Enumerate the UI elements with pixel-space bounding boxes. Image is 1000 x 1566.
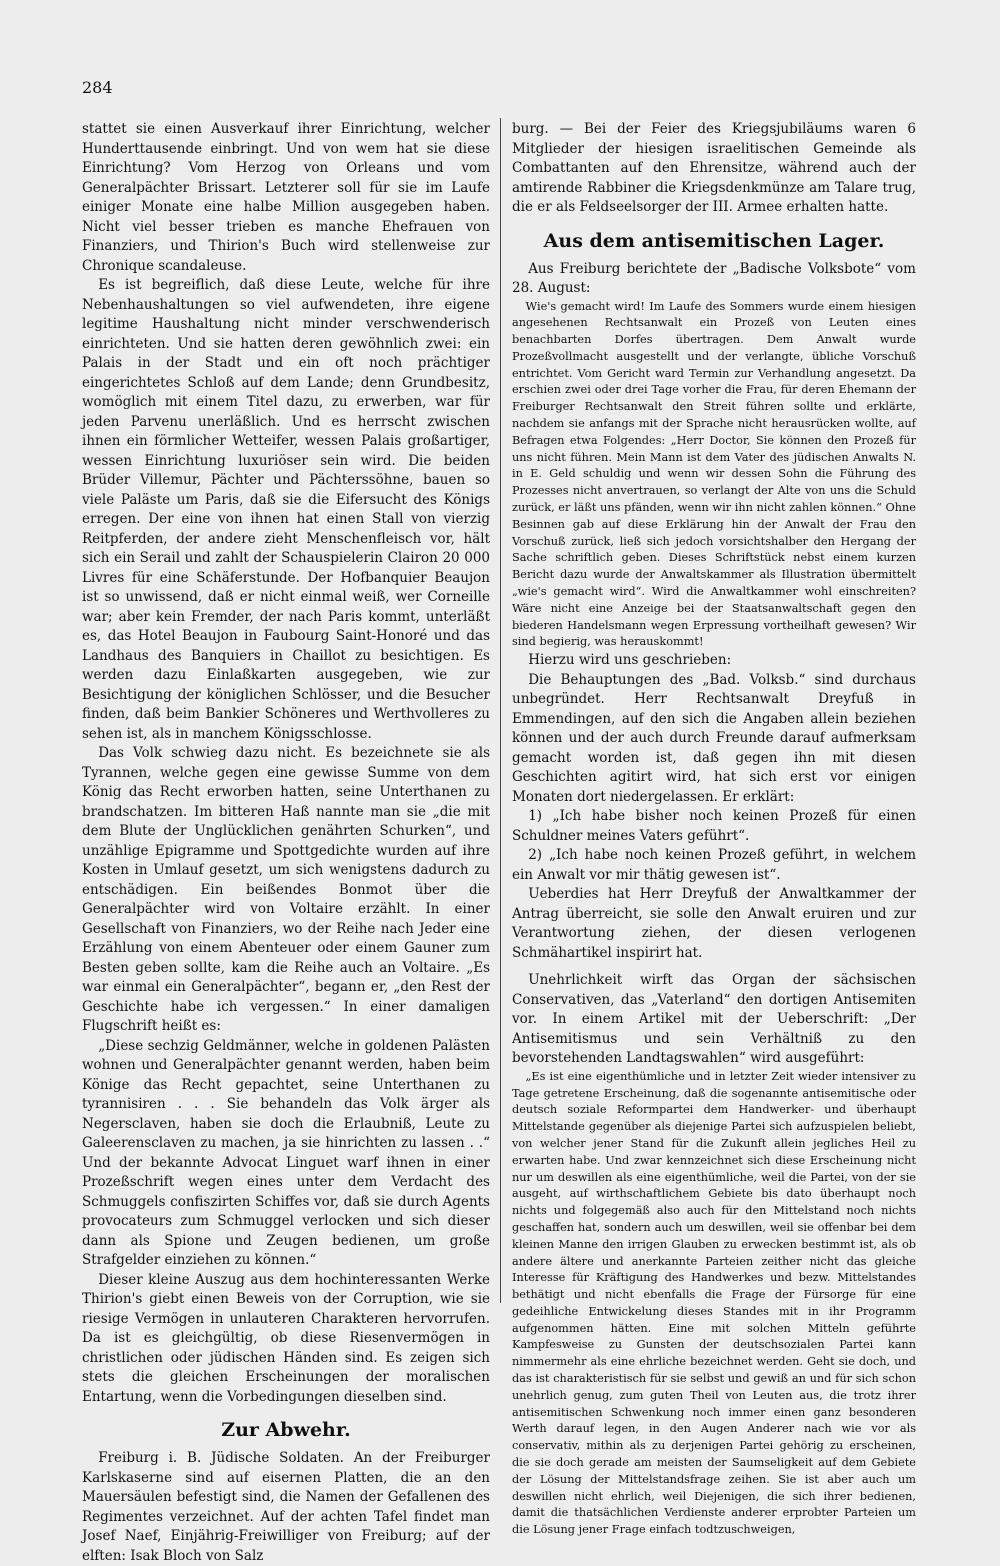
lager-response-1: Hierzu wird uns geschrieben: bbox=[528, 652, 732, 669]
unehrlichkeit-intro: Unehrlichkeit wirft das Organ der sächsischen Conservativen, das „Vaterland“ den dortigen Antisemiten vor. In einem Artikel mit der Ueberschrift: „Der Antisemitismus und sein Verhältniß zu den bevorstehenden Landtagswahlen“ wird ausgeführt: bbox=[512, 972, 916, 1067]
left-paragraph-4: „Diese sechzig Geldmänner, welche in goldenen Palästen wohnen und Generalpächter genannt werden, haben beim Könige das Recht gepachtet, seine Unterthanen zu tyrannisiren . . . Sie behandeln das Volk ärger als Negersclaven, haben sie doch die Erlaubniß, Leute zu Galeerensclaven zu machen, ja sie hinrichten zu lassen . .“ Und der bekannte Advocat Linguet warf ihnen in einer Prozeßschrift wegen eines unter dem Verdacht des Schmuggels confiszirten Schiffes vor, daß sie durch Agents provocateurs zum Schmuggel verlocken und sich dieser dann als Spione und Zeugen bedienen, um große Strafgelder einziehen zu können.“ bbox=[82, 1037, 490, 1268]
heading-zur-abwehr: Zur Abwehr. bbox=[221, 1419, 351, 1441]
left-paragraph-5: Dieser kleine Auszug aus dem hochinteressanten Werke Thirion's giebt einen Beweis von der Corruption, wie sie riesige Vermögen in unlauteren Charakteren hervorrufen. Da ist es gleichgültig, ob diese Riesenvermögen in christlichen oder jüdischen Händen sind. Es zeigen sich stets die gleichen Erscheinungen der moralischen Entartung, wenn die Vorbedingungen dieselben sind. bbox=[82, 1271, 490, 1405]
right-column bbox=[512, 120, 916, 1539]
lager-response-5: Ueberdies hat Herr Dreyfuß der Anwaltkammer der Antrag überreicht, sie solle den Anwalt eruiren und zur Verantwortung ziehen, der diesen verlogenen Schmähartikel inspirirt hat. bbox=[512, 886, 916, 961]
lager-response-3: 1) „Ich habe bisher noch keinen Prozeß für einen Schuldner meines Vaters geführt“. bbox=[512, 808, 916, 844]
right-intro-paragraph: burg. — Bei der Feier des Kriegsjubiläums waren 6 Mitglieder der hiesigen israelitischen Gemeinde als Combattanten auf den Ehrensitze, während auch der amtirende Rabbiner die Kriegsdenkmünze am Talare trug, die er als Feldseelsorger der III. Armee erhalten hatte. bbox=[512, 121, 916, 215]
abwehr-paragraph: Freiburg i. B. Jüdische Soldaten. An der Freiburger Karlskaserne sind auf eisernen Platten, die an den Mauersäulen befestigt sind, die Namen der Gefallenen des Regimentes verzeichnet. Auf der achten Tafel findet man Josef Naef, Einjährig-Freiwilliger von Freiburg; auf der elften: Isak Bloch von Salz bbox=[82, 1450, 490, 1564]
lager-response-4: 2) „Ich habe noch keinen Prozeß geführt, in welchem ein Anwalt vor mir thätig gewesen ist“. bbox=[512, 847, 916, 883]
heading-antisemitischen-lager: Aus dem antisemitischen Lager. bbox=[543, 229, 885, 252]
left-paragraph-1: stattet sie einen Ausverkauf ihrer Einrichtung, welcher Hunderttausende einbringt. Und von wem hat sie diese Einrichtung? Vom Herzog von Orleans und vom Generalpächter Brissart. Letzterer soll für sie im Laufe einiger Monate eine halbe Million ausgegeben haben. Nicht viel besser trieben es manche Ehefrauen von Finanziers, und Thirion's Buch wird stellenweise zur Chronique scandaleuse. bbox=[82, 121, 490, 274]
left-paragraph-2: Es ist begreiflich, daß diese Leute, welche für ihre Nebenhaushaltungen so viel aufwendeten, ihre eigene legitime Haushaltung nicht minder verschwenderisch einrichteten. Und sie hatten deren gewöhnlich zwei: ein Palais in der Stadt und ein oft noch prächtiger eingerichtetes Schloß auf dem Lande; denn Grundbesitz, womöglich mit einem Titel dazu, zu erwerben, war für jeden Parvenu unerläßlich. Und es herrscht zwischen ihnen ein förmlicher Wetteifer, wessen Palais großartiger, wessen Einrichtung luxuriöser sein wird. Die beiden Brüder Villemur, Pächter und Pächterssöhne, bauen so viele Paläste um Paris, daß sie die Eifersucht des Königs erregen. Der eine von ihnen hat einen Stall von vierzig Reitpferden, der andere zieht Menschenfleisch vor, hält sich ein Serail und zahlt der Schauspielerin Clairon 20 000 Livres für eine Schäferstunde. Der Hofbanquier Beaujon ist so unwissend, daß er nicht einmal weiß, wer Corneille war; aber kein Fremder, der nach Paris kommt, unterläßt es, das Hotel Beaujon in Faubourg Saint-Honoré und das Landhaus des Banquiers in Chaillot zu besichtigen. Es werden dazu Einlaßkarten ausgegeben, wie zur Besichtigung der königlichen Schlösser, und die Besucher finden, daß beim Bankier Schöneres und Werthvolleres zu sehen ist, als in manchem Königsschlosse. bbox=[82, 277, 490, 742]
lager-response-2: Die Behauptungen des „Bad. Volksb.“ sind durchaus unbegründet. Herr Rechtsanwalt Dreyfuß in Emmendingen, auf den sich die Angaben allein beziehen können und der auch durch Freunde darauf aufmerksam gemacht worden ist, daß gegen ihn mit diesen Geschichten agitirt wird, hat sich erst vor einigen Monaten dort niedergelassen. Er erklärt: bbox=[512, 671, 916, 805]
lager-intro: Aus Freiburg berichtete der „Badische Volksbote“ vom 28. August: bbox=[512, 260, 916, 296]
left-paragraph-3: Das Volk schwieg dazu nicht. Es bezeichnete sie als Tyrannen, welche gegen eine gewisse Summe von dem König das Recht erworben hatten, seine Unterthanen zu brandschatzen. Im bitteren Haß nannte man sie „die mit dem Blute der Unglücklichen genährten Schurken“, und unzählige Epigramme und Spottgedichte wurden auf ihre Kosten in Umlauf gesetzt, um sich wenigstens dadurch zu entschädigen. Ein beißendes Bonmot über die Generalpächter wird von Voltaire erzählt. In einer Gesellschaft von Finanziers, wo der Reihe nach Jeder eine Erzählung von einem Abenteuer oder einem Gauner zum Besten geben sollte, kam die Reihe auch an Voltaire. „Es war einmal ein Generalpächter“, begann er, „den Rest der Geschichte habe ich vergessen.“ In einer damaligen Flugschrift heißt es: bbox=[82, 745, 490, 1034]
lager-quote: Wie's gemacht wird! Im Laufe des Sommers wurde einem hiesigen angesehenen Rechtsanwalt ein Prozeß von Leuten eines benachbarten Dorfes übertragen. Dem Anwalt wurde Prozeßvollmacht ausgestellt und der verlangte, übliche Vorschuß entrichtet. Vom Gericht ward Termin zur Verhandlung angesetzt. Da erschien zwei oder drei Tage vorher die Frau, für deren Ehemann der Freiburger Rechtsanwalt den Streit führen sollte und erklärte, nachdem sie anfangs mit der Sprache nicht herausrücken wollte, auf Befragen etwa Folgendes: „Herr Doctor, Sie können den Prozeß für uns nicht führen. Mein Mann ist dem Vater des jüdischen Anwalts N. in E. Geld schuldig und wenn wir dessen Sohn die Führung des Prozesses nicht anvertrauen, so verlangt der Alte von uns die Schuld zurück, er läßt uns pfänden, wenn wir ihn nicht zahlen können.“ Ohne Besinnen gab auf diese Erklärung hin der Anwalt der Frau den Vorschuß zurück, ließ sich jedoch vorsichtshalber den Hergang der Sache schriftlich geben. Dieses Schriftstück nebst einem kurzen Bericht dazu wurde der Anwaltskammer als Illustration übermittelt „wie's gemacht wird“. Wird die Anwaltkammer wohl einschreiten? Wäre nicht eine Anzeige bei der Staatsanwaltschaft gegen den biederen Handelsmann wegen Erpressung vortheilhaft gewesen? Wir sind begierig, was herauskommt! bbox=[512, 299, 916, 649]
unehrlichkeit-quote: „Es ist eine eigenthümliche und in letzter Zeit wieder intensiver zu Tage getretene Erscheinung, daß die sogenannte antisemitische oder deutsch soziale Reformpartei dem Handwerker- und überhaupt Mittelstande gegenüber als diejenige Partei sich aufzuspielen beliebt, von welcher jener Stand für die Zukunft allein jegliches Heil zu erwarten habe. Und zwar kennzeichnet sich diese Erscheinung nicht nur um deswillen als eine eigenthümliche, weil die Partei, von der sie ausgeht, auf wirthschaftlichem Gebiete bis dato überhaupt noch nichts und folgegemäß also auch für den Mittelstand noch nichts geschaffen hat, sondern auch um deswillen, weil sie offenbar bei dem kleinen Manne den irrigen Glauben zu erwecken bestimmt ist, als ob andere ältere und anerkannte Parteien zeither nicht das gleiche Interesse für Kräftigung des Handwerkes und bezw. Mittelstandes bethätigt und nicht ebenfalls die Frage der Fürsorge für eine gedeihliche Entwickelung dieses Standes mit in ihr Programm aufgenommen hätten. Eine mit solchen Mitteln geführte Kampfesweise zu Gunsten der deutschsozialen Partei kann nimmermehr als eine ehrliche bezeichnet werden. Geht sie doch, und das ist charakteristisch für sie selbst und gewiß an und für sich schon unehrlich genug, zum guten Theil von Leuten aus, die trotz ihrer antisemitischen Schwenkung noch immer einen ganz besonderen Werth darauf legen, in den Augen Anderer nach wie vor als conservativ, mithin als zu derjenigen Partei gehörig zu erscheinen, die sie doch gerade am meisten der Saumseligkeit auf dem Gebiete der Lösung der Mittelstandsfrage zeihen. Sie ist aber auch um deswillen nicht ehrlich, weil Diejenigen, die sich ihrer bedienen, damit die thatsächlichen Verdienste anderer erprobter Parteien um die Lösung jener Frage einfach todtzuschweigen, bbox=[512, 1069, 916, 1537]
page-number: 284 bbox=[82, 78, 113, 97]
left-column bbox=[82, 120, 490, 1566]
column-divider bbox=[500, 118, 501, 1303]
